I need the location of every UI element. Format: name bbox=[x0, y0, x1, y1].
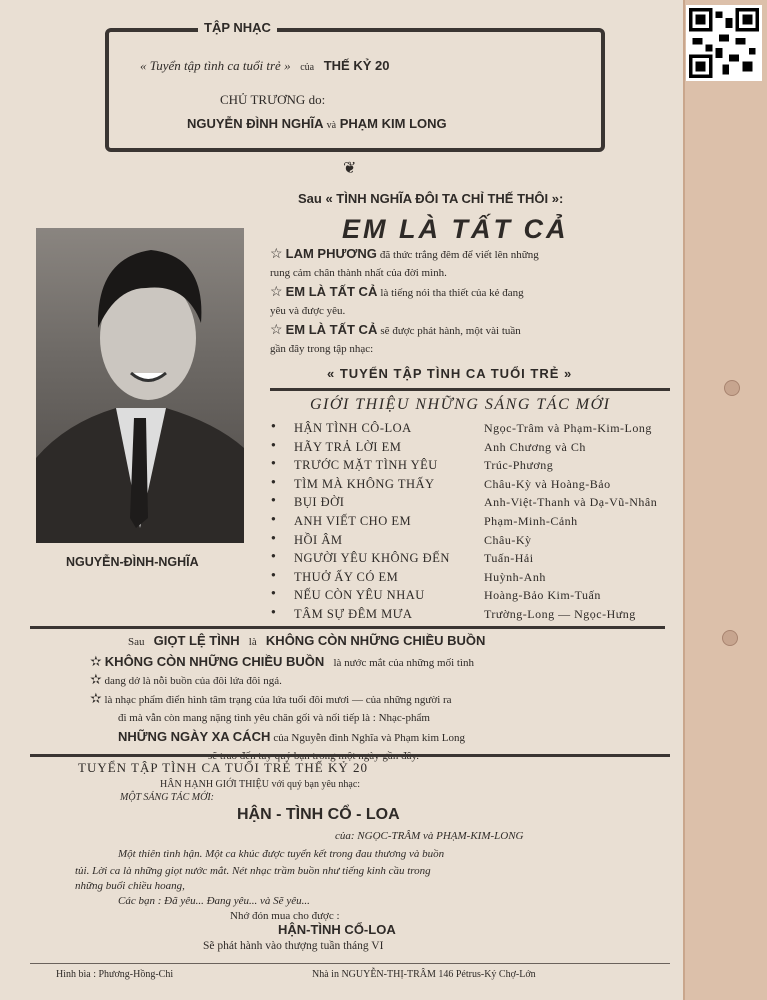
promo-list bbox=[270, 244, 680, 358]
promo-item: ☆ EM LÀ TẤT CẢ là tiếng nói tha thiết của kẻ đang bbox=[270, 283, 524, 299]
new-works-heading: GIỚI THIỆU NHỮNG SÁNG TÁC MỚI bbox=[310, 396, 611, 413]
new-work-label: MỘT SÁNG TÁC MỚI: bbox=[120, 792, 214, 803]
collection-name: « Tuyển tập tình ca tuổi trẻ » bbox=[140, 58, 291, 73]
divider bbox=[270, 388, 670, 391]
promo-collection: « TUYỂN TẬP TÌNH CA TUỔI TRẺ » bbox=[327, 366, 573, 381]
bullet-icon: ● bbox=[271, 607, 277, 616]
song-title: TÂM SỰ ĐÊM MƯA bbox=[294, 607, 413, 621]
star-icon: ☆ bbox=[270, 321, 283, 337]
editors-line bbox=[187, 116, 447, 131]
star-icon: ☆ bbox=[270, 283, 283, 299]
header-label: TẬP NHẠC bbox=[198, 20, 277, 35]
desc-line: những buổi chiều hoang, bbox=[75, 880, 185, 892]
song-composer: Châu-Kỳ bbox=[484, 532, 532, 547]
printer-credit: Nhà in NGUYỄN-THỊ-TRÂM 146 Pétrus-Ký Chợ-Lớn bbox=[312, 969, 536, 980]
bullet-icon: ● bbox=[271, 569, 277, 579]
promo-item-cont: rung cảm chân thành nhất của đời mình. bbox=[270, 267, 447, 279]
bullet-icon: ● bbox=[271, 532, 277, 542]
bullet-icon: ● bbox=[271, 495, 277, 505]
editor-b: PHẠM KIM LONG bbox=[339, 116, 447, 131]
and-text: và bbox=[326, 120, 337, 131]
song-title: HỒI ÂM bbox=[294, 532, 343, 547]
qr-code bbox=[686, 5, 762, 81]
star-icon: ✫ bbox=[90, 673, 102, 688]
cover-credit: Hình bìa : Phương-Hồng-Chi bbox=[56, 969, 174, 980]
song-composer: Tuấn-Hải bbox=[484, 551, 534, 566]
song-composer: Anh-Việt-Thanh và Dạ-Vũ-Nhân bbox=[484, 495, 658, 510]
bullet-icon: ● bbox=[271, 458, 277, 468]
star-icon: ☆ bbox=[270, 245, 283, 261]
sponsor-label: CHỦ TRƯƠNG do: bbox=[220, 92, 326, 107]
header-frame bbox=[105, 28, 605, 152]
promo-item-cont: yêu và được yêu. bbox=[270, 305, 346, 317]
song-title: HẬN TÌNH CÔ-LOA bbox=[294, 421, 412, 435]
song-composer: Hoàng-Bảo Kim-Tuấn bbox=[484, 588, 601, 603]
composer-photo bbox=[36, 228, 244, 543]
honor-line: HÂN HẠNH GIỚI THIỆU với quý bạn yêu nhạc: bbox=[160, 779, 361, 790]
song-title: NẾU CÒN YÊU NHAU bbox=[294, 588, 425, 603]
song-composer: Phạm-Minh-Cảnh bbox=[484, 514, 578, 528]
bullet-icon: ● bbox=[271, 421, 277, 430]
editor-a: NGUYỄN ĐÌNH NGHĨA bbox=[187, 116, 324, 131]
song-title: NGƯỜI YÊU KHÔNG ĐẾN bbox=[294, 551, 450, 566]
featured-title: HẬN - TÌNH CỔ - LOA bbox=[237, 806, 400, 823]
publisher-name: THẾ KỶ 20 bbox=[323, 58, 390, 73]
song-title: ANH VIẾT CHO EM bbox=[294, 514, 412, 528]
song-composer: Anh Chương và Ch bbox=[484, 439, 586, 454]
featured-title-2: HẬN-TÌNH CỔ-LOA bbox=[278, 922, 396, 937]
photo-caption: NGUYỄN-ĐÌNH-NGHĨA bbox=[66, 555, 199, 569]
bullet-icon: ● bbox=[271, 514, 277, 523]
header-collection-line bbox=[140, 58, 389, 74]
of-text: của bbox=[300, 62, 315, 73]
song-title: TRƯỚC MẶT TÌNH YÊU bbox=[294, 458, 438, 473]
song-composer: Châu-Kỳ và Hoàng-Bảo bbox=[484, 476, 611, 491]
section-next-song: Sau GIỌT LỆ TÌNH là KHÔNG CÒN NHỮNG CHIỀU BUỒN ✫ KHÔNG CÒN NHỮNG CHIỀU BUỒN là nước mắt của những mối tình ✫ dang dở là nỗi buồn của đôi lứa đôi ngả. ✫ là nhạc phẩm điển hình tâm trạng của lứa tuổi đôi mươi — của những người ra đi mà vẫn còn mang nặng tình yêu chăn gối và nối tiếp là : Nhạc-phẩm NHỮNG NGÀY XA CÁCH của Nguyễn đình Nghĩa và Phạm kim Long bbox=[90, 633, 486, 744]
song-composer: Trường-Long — Ngọc-Hưng bbox=[484, 607, 636, 621]
promo-item: ☆ EM LÀ TẤT CẢ sẽ được phát hành, một vài tuần bbox=[270, 321, 521, 337]
song-title: BỤI ĐỜI bbox=[294, 495, 345, 510]
punch-hole bbox=[724, 380, 740, 396]
ornament-icon: ❦ bbox=[343, 160, 357, 177]
divider bbox=[30, 626, 665, 629]
song-title: THUỞ ẤY CÓ EM bbox=[294, 569, 399, 584]
bullet-icon: ● bbox=[271, 551, 277, 561]
promo-item: ☆ LAM PHƯƠNG đã thức trắng đêm để viết lên những bbox=[270, 245, 539, 261]
song-composer: Ngọc-Trâm và Phạm-Kim-Long bbox=[484, 421, 652, 435]
series-title: TUYỂN TẬP TÌNH CA TUỔI TRẺ THẾ KỶ 20 bbox=[78, 760, 368, 775]
song-title: HÃY TRẢ LỜI EM bbox=[294, 439, 402, 454]
bullet-icon: ● bbox=[271, 588, 277, 598]
featured-by: của: NGỌC-TRÂM và PHẠM-KIM-LONG bbox=[335, 830, 524, 842]
star-icon: ✫ bbox=[90, 652, 102, 669]
desc-line: tủi. Lời ca là những giọt nước mắt. Nét nhạc trầm buồn như tiếng kinh cầu trong bbox=[75, 865, 431, 877]
song-title: TÌM MÀ KHÔNG THẤY bbox=[294, 476, 435, 491]
divider bbox=[30, 963, 670, 964]
song-composer: Trúc-Phương bbox=[484, 458, 554, 473]
desc-line: Một thiên tình hận. Một ca khúc được tuyển kết trong đau thương và buồn bbox=[118, 848, 445, 860]
bullet-icon: ● bbox=[271, 476, 277, 486]
song-composer: Huỳnh-Anh bbox=[484, 569, 546, 584]
desc-line: Nhớ đón mua cho được : bbox=[230, 910, 340, 922]
promo-title: EM LÀ TẤT CẢ bbox=[342, 214, 569, 244]
desc-line: Các bạn : Đã yêu... Đang yêu... và Sẽ yêu... bbox=[118, 895, 310, 907]
punch-hole bbox=[722, 630, 738, 646]
star-icon: ✫ bbox=[90, 691, 102, 707]
binding-strip bbox=[683, 0, 767, 1000]
promo-after: Sau « TÌNH NGHĨA ĐÔI TA CHỈ THẾ THÔI »: bbox=[298, 191, 564, 206]
divider bbox=[30, 754, 670, 757]
bullet-icon: ● bbox=[271, 439, 277, 449]
release-line: Sẽ phát hành vào thượng tuần tháng VI bbox=[203, 940, 384, 952]
promo-item-cont: gần đây trong tập nhạc: bbox=[270, 343, 374, 355]
